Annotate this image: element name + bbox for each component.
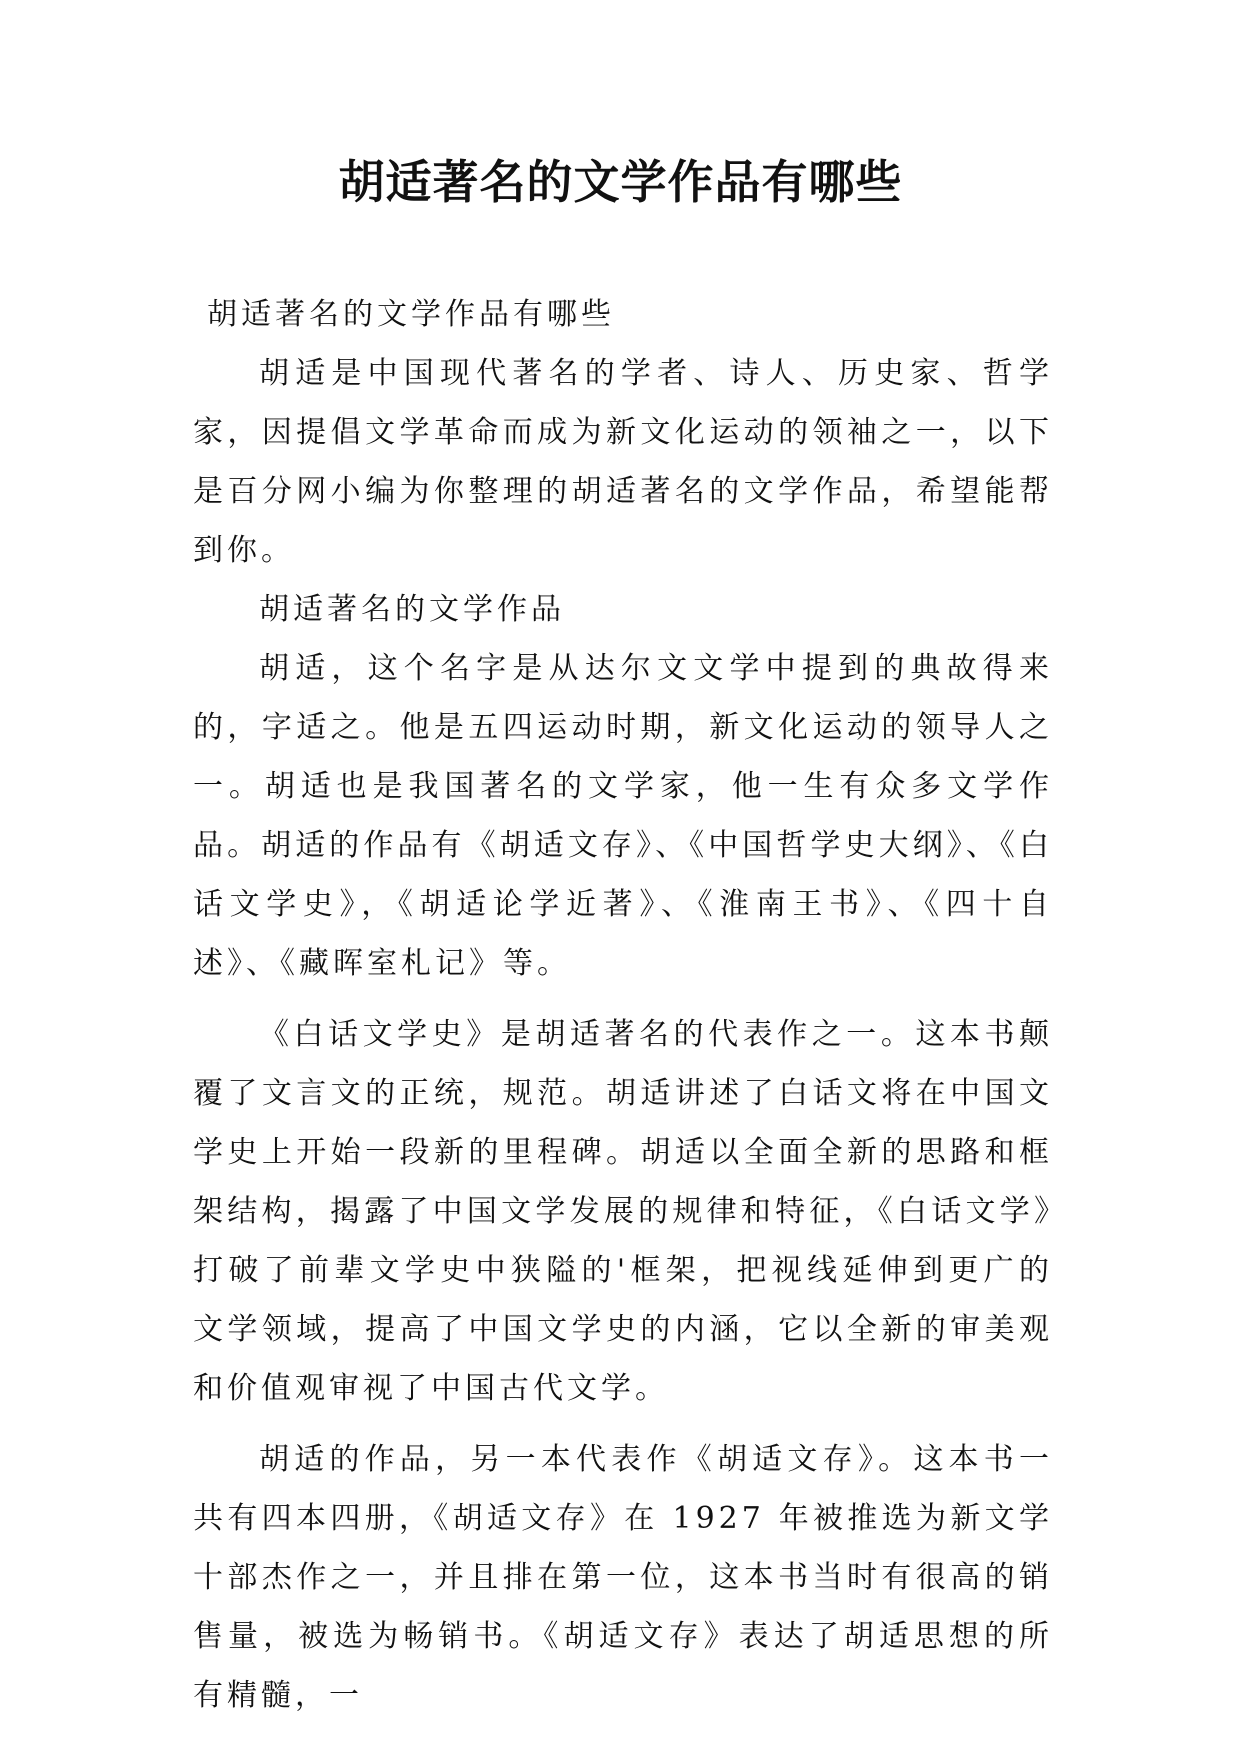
document-body xyxy=(193,285,1053,1725)
paragraph-name-origin: 胡适，这个名字是从达尔文文学中提到的典故得来的，字适之。他是五四运动时期，新文化运动的领导人之一。胡适也是我国著名的文学家，他一生有众多文学作品。胡适的作品有《胡适文存》、《中国哲学史大纲》、《白话文学史》，《胡适论学近著》、《淮南王书》、《四十自述》、《藏晖室札记》等。 xyxy=(193,651,1053,981)
paragraph-baihua-history: 《白话文学史》是胡适著名的代表作之一。这本书颠覆了文言文的正统，规范。胡适讲述了白话文将在中国文学史上开始一段新的里程碑。胡适以全面全新的思路和框架结构，揭露了中国文学发展的规律和特征，《白话文学》打破了前辈文学史中狭隘的'框架，把视线延伸到更广的文学领域，提高了中国文学史的内涵，它以全新的审美观和价值观审视了中国古代文学。 xyxy=(193,1017,1053,1406)
paragraph-hushi-wencun: 胡适的作品，另一本代表作《胡适文存》。这本书一共有四本四册，《胡适文存》在 1927 年被推选为新文学十部杰作之一，并且排在第一位，这本书当时有很高的销售量，被选为畅销书。《胡适文存》表达了胡适思想的所有精髓，一 xyxy=(193,1442,1053,1713)
paragraph-intro: 胡适是中国现代著名的学者、诗人、历史家、哲学家，因提倡文学革命而成为新文化运动的领袖之一，以下是百分网小编为你整理的胡适著名的文学作品，希望能帮到你。 xyxy=(193,356,1053,568)
paragraph-heading: 胡适著名的文学作品 xyxy=(259,592,565,627)
document-title: 胡适著名的文学作品有哪些 xyxy=(338,155,903,209)
paragraph-subtitle: 胡适著名的文学作品有哪些 xyxy=(207,297,615,332)
